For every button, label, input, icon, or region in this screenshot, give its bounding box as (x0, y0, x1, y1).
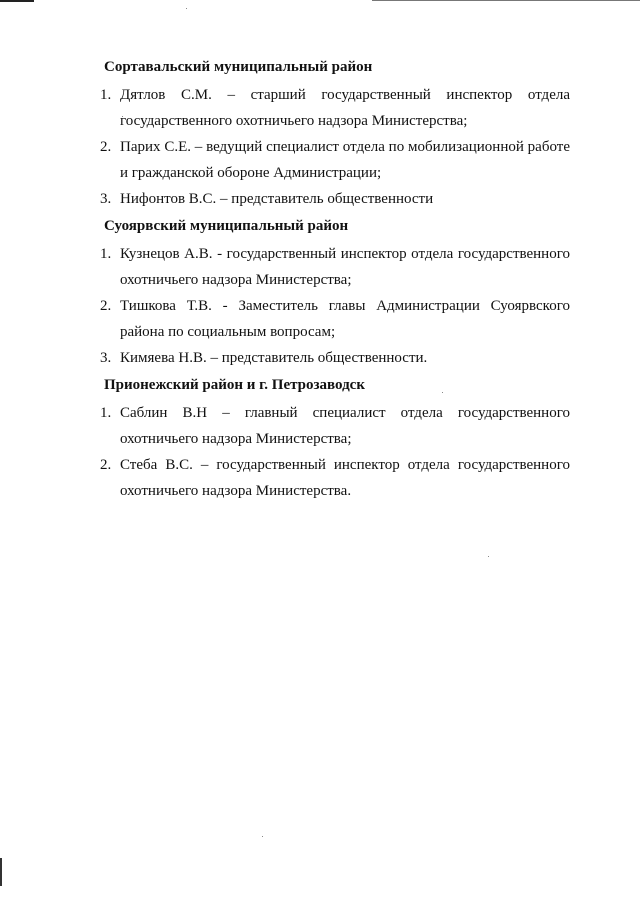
item-number: 3. (100, 191, 112, 207)
item-number: 2. (100, 298, 112, 314)
scan-artifact (0, 0, 34, 2)
section-prionezhsky (100, 374, 570, 504)
list-item (100, 400, 570, 452)
entry-list (100, 400, 570, 504)
section-heading: Прионежский район и г. Петрозаводск (104, 377, 365, 393)
list-item (100, 293, 570, 345)
section-sortavala (100, 56, 570, 212)
item-number: 1. (100, 87, 112, 103)
list-item (100, 134, 570, 186)
list-item (100, 186, 570, 212)
scan-speck (262, 836, 263, 837)
item-text: Дятлов С.М. – старший государственный инспектор отдела государственного охотничьего надзора Министерства; (120, 87, 570, 129)
section-suoyarvi (100, 215, 570, 371)
scan-artifact (372, 0, 640, 1)
item-text: Кузнецов А.В. - государственный инспектор отдела государственного охотничьего надзора Министерства; (120, 246, 570, 288)
item-text: Тишкова Т.В. - Заместитель главы Администрации Суоярвского района по социальным вопросам; (120, 298, 570, 340)
item-text: Саблин В.Н – главный специалист отдела государственного охотничьего надзора Министерства; (120, 405, 570, 447)
entry-list (100, 82, 570, 212)
scan-artifact (0, 858, 2, 886)
list-item (100, 452, 570, 504)
list-item (100, 82, 570, 134)
section-heading: Суоярвский муниципальный район (104, 218, 349, 234)
item-text: Парих С.Е. – ведущий специалист отдела по мобилизационной работе и гражданской обороне Администрации; (120, 139, 570, 181)
item-number: 3. (100, 350, 112, 366)
item-text: Нифонтов В.С. – представитель общественности (120, 191, 434, 207)
item-number: 2. (100, 457, 112, 473)
scan-speck (186, 8, 187, 9)
item-number: 1. (100, 405, 112, 421)
list-item (100, 345, 570, 371)
item-number: 1. (100, 246, 112, 262)
item-number: 2. (100, 139, 112, 155)
list-item (100, 241, 570, 293)
item-text: Стеба В.С. – государственный инспектор отдела государственного охотничьего надзора Министерства. (120, 457, 570, 499)
section-heading: Сортавальский муниципальный район (104, 59, 373, 75)
item-text: Кимяева Н.В. – представитель общественности. (120, 350, 428, 366)
entry-list (100, 241, 570, 371)
scan-speck (488, 556, 489, 557)
document-body (100, 56, 570, 507)
